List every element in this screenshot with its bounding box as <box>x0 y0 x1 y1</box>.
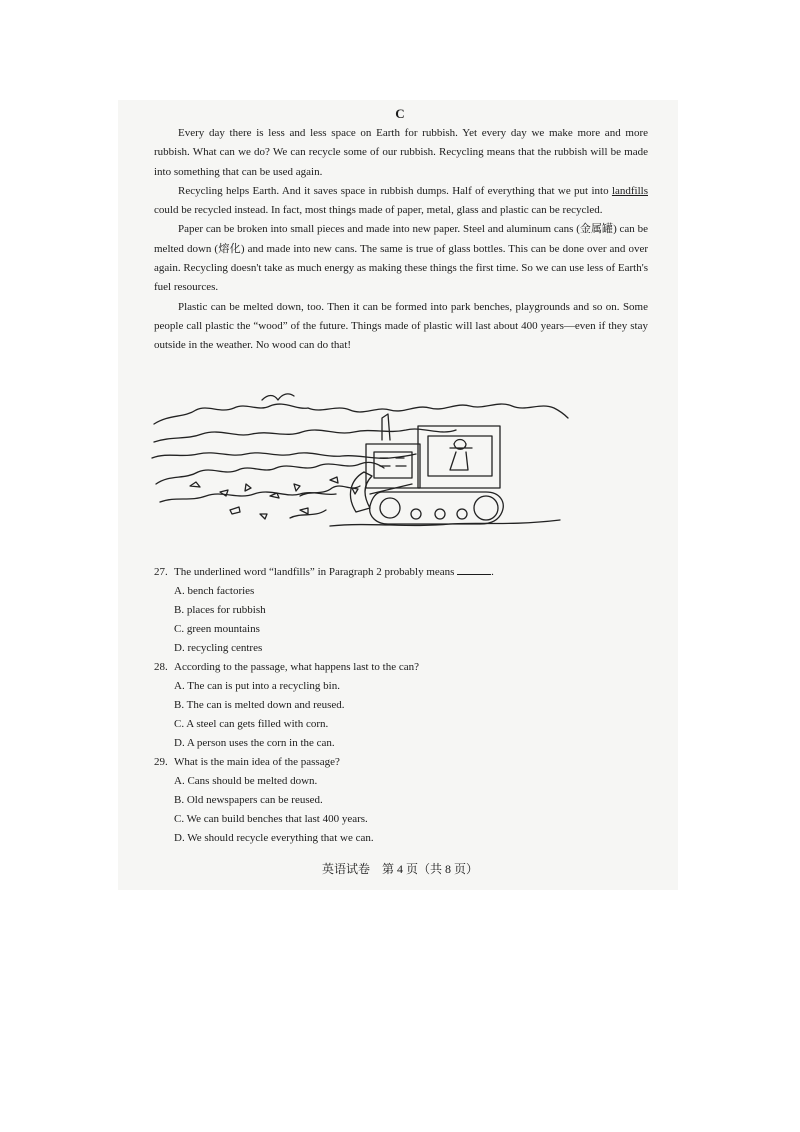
option-d: D. We should recycle everything that we can. <box>174 832 374 844</box>
track-wheel <box>411 509 421 519</box>
question-text: According to the passage, what happens last to the can? <box>174 661 419 673</box>
question-number: 27. <box>154 566 168 578</box>
rubbish-pieces <box>190 477 358 519</box>
bulldozer-cab <box>418 426 500 488</box>
question-stem <box>154 658 648 677</box>
option-b: B. places for rubbish <box>174 604 266 616</box>
mountain-line <box>152 453 416 459</box>
option-d: D. recycling centres <box>174 642 263 654</box>
option-a: A. Cans should be melted down. <box>174 775 318 787</box>
question-list <box>154 563 648 848</box>
option-b: B. The can is melted down and reused. <box>174 699 345 711</box>
question-text: The underlined word “landfills” in Paragraph 2 probably means <box>174 566 455 578</box>
question-text-end: . <box>491 566 494 578</box>
paragraph-4: Plastic can be melted down, too. Then it can be formed into park benches, playgrounds and so on. Some people call plastic the “wood” of the future. Things made of plastic will last about 400 years—even if they stay outside in the weather. No wood can do that! <box>154 300 648 352</box>
paragraph-2-after: could be recycled instead. In fact, most things made of paper, metal, glass and plastic can be recycled. <box>154 204 603 217</box>
option-c: C. green mountains <box>174 623 260 635</box>
option-b: B. Old newspapers can be reused. <box>174 794 323 806</box>
paragraph-2 <box>154 182 648 221</box>
track-wheel <box>457 509 467 519</box>
option-a: A. bench factories <box>174 585 255 597</box>
section-letter: C <box>395 106 405 121</box>
track-wheel <box>474 496 498 520</box>
debris-near-blade <box>290 486 360 518</box>
paragraph-3: Paper can be broken into small pieces and made into new paper. Steel and aluminum cans (金属罐) can be melted down (熔化) and made into new cans. The same is true of glass bottles. This can be done over and over again. Recycling doesn't take as much energy as making these things the first time. So we can use less of Earth's fuel resources. <box>154 223 648 294</box>
driver <box>450 440 472 471</box>
question-29 <box>154 753 648 848</box>
rubbish-heap <box>156 462 384 484</box>
track-wheel <box>380 498 400 518</box>
option-c: C. A steel can gets filled with corn. <box>174 718 329 730</box>
bird-icon <box>262 394 294 400</box>
question-27 <box>154 563 648 658</box>
question-number: 28. <box>154 661 168 673</box>
paragraph-1: Every day there is less and less space on Earth for rubbish. Yet every day we make more and more rubbish. What can we do? We can recycle some of our rubbish. Recycling means that the rubbish will be made into something that can be used again. <box>154 127 648 178</box>
reading-passage <box>154 124 648 356</box>
mountain-line <box>154 429 456 442</box>
question-number: 29. <box>154 756 168 768</box>
bulldozer-landfill-illustration <box>150 384 570 534</box>
paragraph-2-before: Recycling helps Earth. And it saves space in rubbish dumps. Half of everything that we put into <box>178 184 612 197</box>
page-footer: 英语试卷 第 4 页（共 8 页） <box>321 862 478 876</box>
question-stem <box>154 563 648 582</box>
exhaust-pipe <box>382 414 390 440</box>
question-28 <box>154 658 648 753</box>
question-stem <box>154 753 648 772</box>
track-wheel <box>435 509 445 519</box>
ground-line <box>330 520 560 526</box>
option-d: D. A person uses the corn in the can. <box>174 737 335 749</box>
option-a: A. The can is put into a recycling bin. <box>174 680 340 692</box>
underlined-word: landfills <box>611 184 648 197</box>
question-text: What is the main idea of the passage? <box>174 756 340 768</box>
mountain-line <box>154 404 568 424</box>
option-c: C. We can build benches that last 400 years. <box>174 813 368 825</box>
answer-blank <box>457 564 491 575</box>
